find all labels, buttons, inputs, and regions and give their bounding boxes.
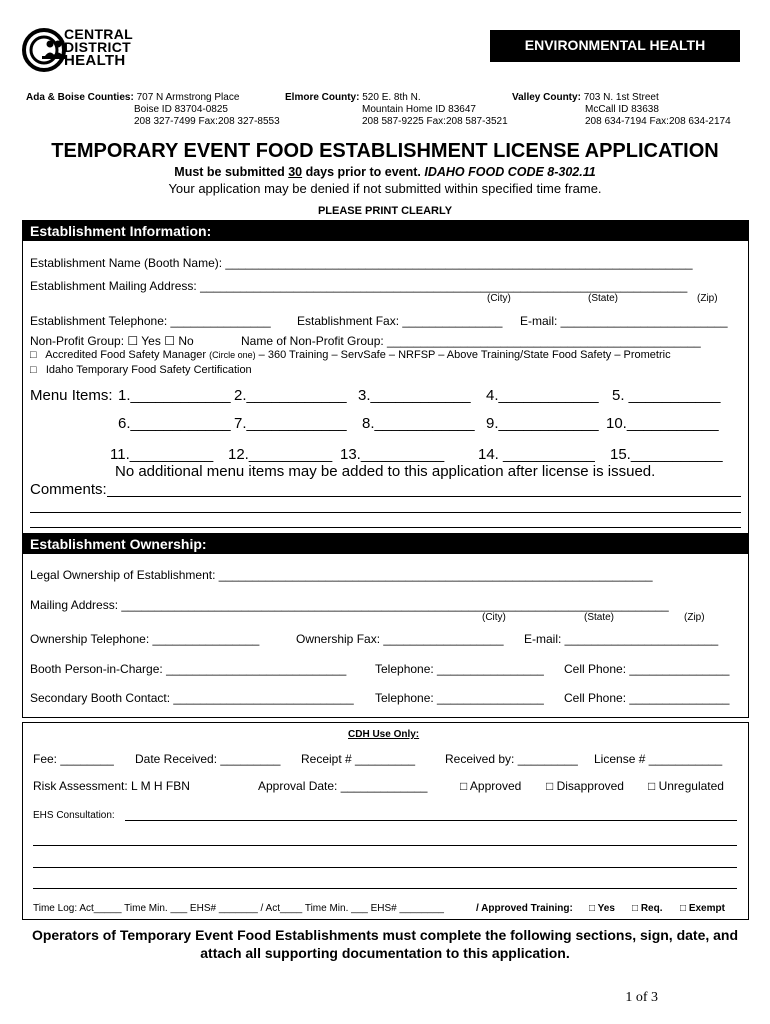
form-title: TEMPORARY EVENT FOOD ESTABLISHMENT LICENSE APPLICATION	[51, 140, 719, 162]
city-caption: (City)	[487, 293, 511, 304]
menu-item-7[interactable]: 7.____________	[234, 415, 347, 432]
checkbox-icon: □	[30, 364, 37, 376]
establishment-mailing-field[interactable]: Establishment Mailing Address: _________________________________________________________________________	[30, 279, 688, 293]
section-heading: Establishment Ownership:	[23, 534, 748, 554]
nonprofit-no-checkbox[interactable]: ☐	[164, 334, 175, 348]
office-elmore: Elmore County: 520 E. 8th N. Mountain Home ID 83647 208 587-9225 Fax:208 587-3521	[285, 92, 508, 127]
license-field[interactable]: License # ___________	[594, 752, 723, 766]
menu-item-12[interactable]: 12.__________	[228, 446, 333, 463]
booth-pic-cell-field[interactable]: Cell Phone: _______________	[564, 662, 730, 676]
comments-label: Comments:	[30, 481, 107, 498]
nonprofit-row: Non-Profit Group: ☐ Yes ☐ No	[30, 334, 194, 348]
booth-pic-telephone-field[interactable]: Telephone: ________________	[375, 662, 544, 676]
booth-pic-field[interactable]: Booth Person-in-Charge: ___________________________	[30, 662, 347, 676]
section-heading: Establishment Information:	[23, 221, 748, 241]
menu-item-8[interactable]: 8.____________	[362, 415, 475, 432]
state-caption: (State)	[588, 293, 619, 304]
submission-deadline: Must be submitted 30 days prior to event. IDAHO FOOD CODE 8-302.11	[174, 165, 596, 179]
menu-item-13[interactable]: 13.__________	[340, 446, 445, 463]
comments-line-3[interactable]	[30, 527, 741, 528]
unregulated-checkbox[interactable]: □ Unregulated	[648, 779, 724, 793]
page-number: 1 of 3	[625, 990, 658, 1005]
establishment-fax-field[interactable]: Establishment Fax: _______________	[297, 314, 503, 328]
denial-warning: Your application may be denied if not submitted within specified time frame.	[168, 181, 602, 196]
comments-line-2[interactable]	[30, 512, 741, 513]
state-caption: (State)	[584, 612, 615, 623]
date-received-field[interactable]: Date Received: _________	[135, 752, 281, 766]
cert-temporary-food-safety[interactable]: □ Idaho Temporary Food Safety Certification	[30, 364, 252, 376]
risk-assessment[interactable]: Risk Assessment: L M H FBN	[33, 779, 190, 793]
training-req-checkbox[interactable]: □ Req.	[632, 903, 663, 914]
approved-training-label: / Approved Training:	[476, 903, 573, 914]
menu-item-10[interactable]: 10.___________	[606, 415, 719, 432]
receipt-field[interactable]: Receipt # _________	[301, 752, 416, 766]
zip-caption: (Zip)	[697, 293, 718, 304]
owner-phone-field[interactable]: Ownership Telephone: ________________	[30, 632, 260, 646]
establishment-name-field[interactable]: Establishment Name (Booth Name): ______________________________________________________________________	[30, 256, 693, 270]
establishment-phone-field[interactable]: Establishment Telephone: _______________	[30, 314, 271, 328]
checkbox-icon: □	[30, 349, 37, 361]
print-instruction: PLEASE PRINT CLEARLY	[317, 205, 453, 217]
nonprofit-name-field[interactable]: Name of Non-Profit Group: _______________________________________________	[241, 334, 701, 348]
menu-item-9[interactable]: 9.____________	[486, 415, 599, 432]
ehs-line-2[interactable]	[33, 845, 737, 846]
secondary-contact-field[interactable]: Secondary Booth Contact: ___________________________	[30, 691, 354, 705]
ehs-line-1[interactable]	[125, 820, 737, 821]
received-by-field[interactable]: Received by: _________	[445, 752, 578, 766]
disapproved-checkbox[interactable]: □ Disapproved	[546, 779, 624, 793]
menu-item-6[interactable]: 6.____________	[118, 415, 231, 432]
fee-field[interactable]: Fee: ________	[33, 752, 114, 766]
ehs-consultation-label: EHS Consultation:	[33, 810, 115, 821]
menu-item-4[interactable]: 4.____________	[486, 387, 599, 404]
menu-item-14[interactable]: 14. ___________	[478, 446, 595, 463]
owner-email-field[interactable]: E-mail: _______________________	[524, 632, 719, 646]
menu-item-5[interactable]: 5. ___________	[612, 387, 721, 404]
secondary-cell-field[interactable]: Cell Phone: _______________	[564, 691, 730, 705]
ehs-line-4[interactable]	[33, 888, 737, 889]
logo-wordmark: CENTRAL DISTRICT HEALTH	[64, 26, 133, 69]
department-banner: ENVIRONMENTAL HEALTH	[490, 30, 740, 62]
office-valley: Valley County: 703 N. 1st Street McCall ID 83638 208 634-7194 Fax:208 634-2174	[512, 92, 731, 127]
training-yes-checkbox[interactable]: □ Yes	[589, 903, 615, 914]
menu-item-3[interactable]: 3.____________	[358, 387, 471, 404]
office-ada-boise: Ada & Boise Counties: 707 N Armstrong Place Boise ID 83704-0825 208 327-7499 Fax:208 327-8553	[26, 92, 280, 127]
nonprofit-yes-checkbox[interactable]: ☐	[127, 334, 139, 348]
menu-label: Menu Items:	[30, 387, 113, 404]
time-log[interactable]: Time Log: Act_____ Time Min. ___ EHS# _______ / Act____ Time Min. ___ EHS# ________	[33, 903, 444, 914]
zip-caption: (Zip)	[684, 612, 705, 623]
legal-ownership-field[interactable]: Legal Ownership of Establishment: _________________________________________________________________	[30, 568, 653, 582]
training-exempt-checkbox[interactable]: □ Exempt	[680, 903, 725, 914]
approval-date-field[interactable]: Approval Date: _____________	[258, 779, 428, 793]
operators-instruction: Operators of Temporary Event Food Establishments must complete the following sections, sign, date, and attach all supporting documentation to this application.	[31, 927, 739, 961]
establishment-email-field[interactable]: E-mail: _________________________	[520, 314, 728, 328]
menu-item-1[interactable]: 1.____________	[118, 387, 231, 404]
owner-mailing-field[interactable]: Mailing Address: __________________________________________________________________________________	[30, 598, 669, 612]
city-caption: (City)	[482, 612, 506, 623]
comments-line-1[interactable]	[107, 496, 741, 497]
secondary-telephone-field[interactable]: Telephone: ________________	[375, 691, 544, 705]
menu-item-2[interactable]: 2.____________	[234, 387, 347, 404]
menu-note: No additional menu items may be added to this application after license is issued.	[115, 463, 656, 480]
cert-food-safety-manager[interactable]: □ Accredited Food Safety Manager (Circle one) – 360 Training – ServSafe – NRFSP – Above Training/State Food Safety – Prometric	[30, 349, 671, 361]
menu-item-11[interactable]: 11.__________	[110, 446, 214, 463]
menu-item-15[interactable]: 15.___________	[610, 446, 723, 463]
ehs-line-3[interactable]	[33, 867, 737, 868]
owner-fax-field[interactable]: Ownership Fax: __________________	[296, 632, 504, 646]
cdh-heading: CDH Use Only:	[348, 729, 420, 740]
approved-checkbox[interactable]: □ Approved	[460, 779, 522, 793]
